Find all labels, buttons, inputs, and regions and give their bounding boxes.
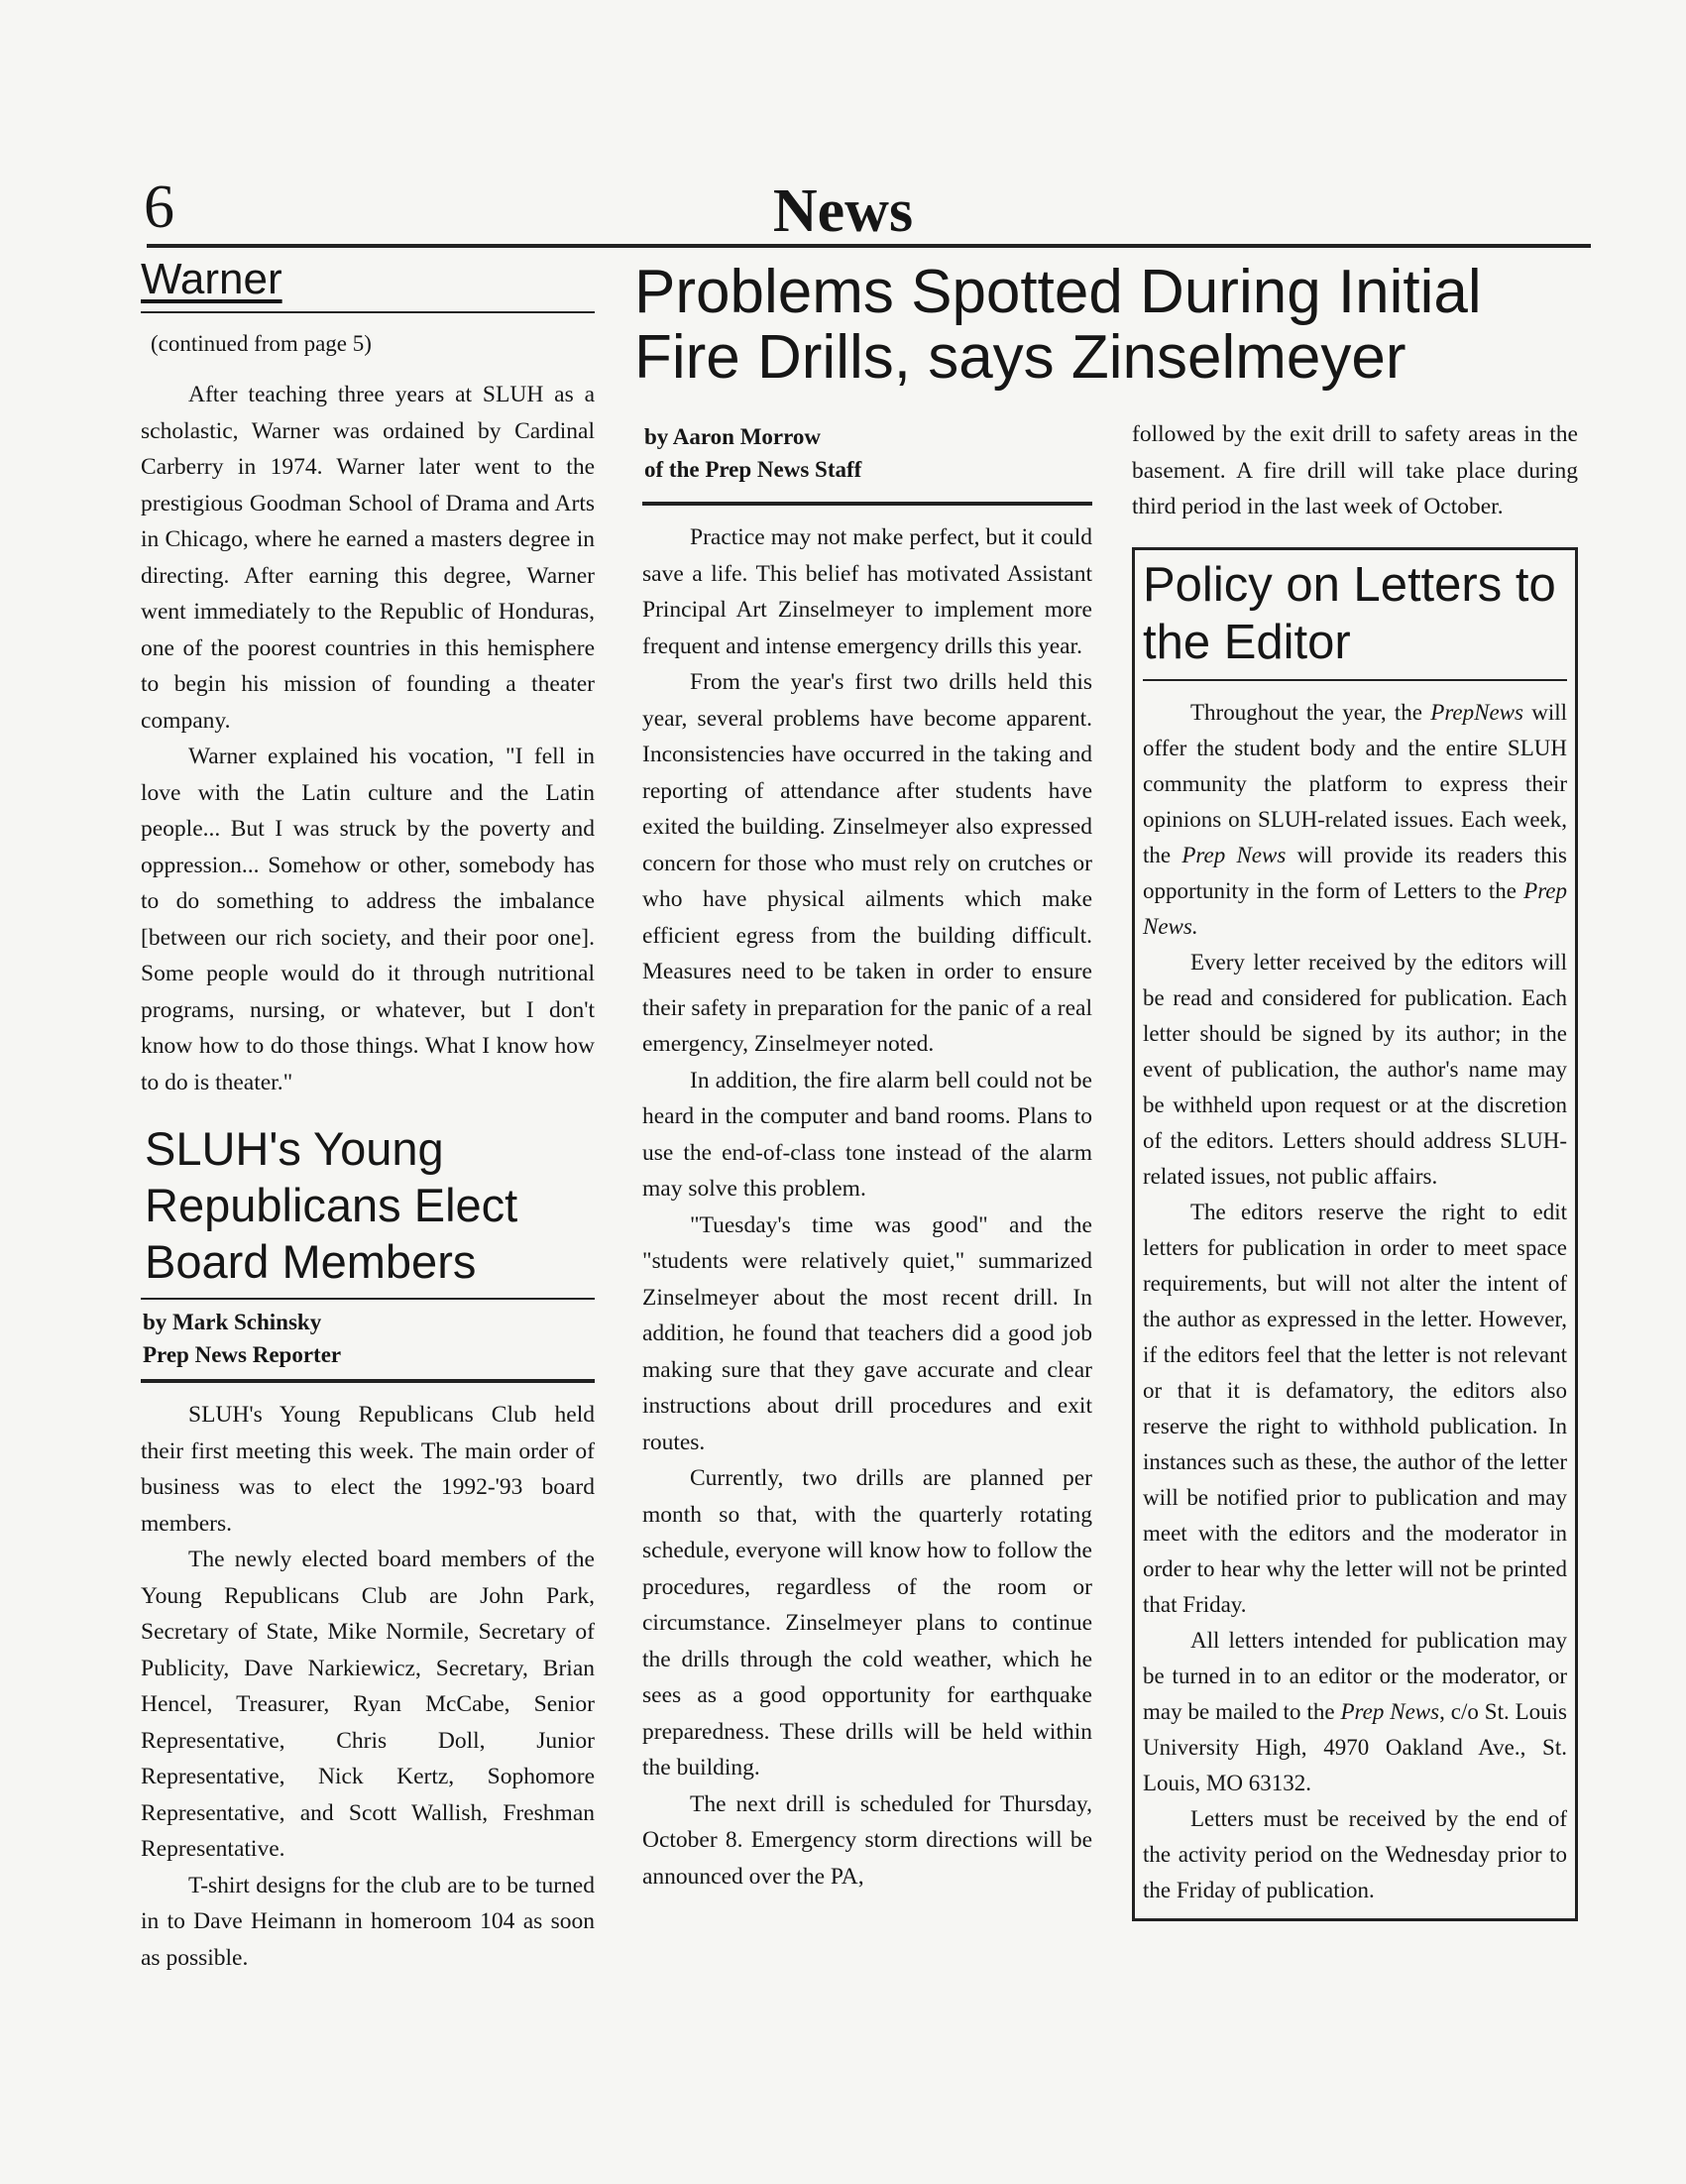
text: will offer the student body and the entire SLUH community the platform to express their opinions on SLUH-related issues. Each week, the [1143,699,1568,867]
fire-drills-paragraph: From the year's first two drills held this year, several problems have become apparent. Inconsistencies have occurred in the taking and reporting of attendance after students have exited the building. Zinselmeyer also expressed concern for those who must rely on crutches or who have physical ailments which make efficient egress from the building difficult. Measures need to be taken in order to ensure their safety in preparation for the panic of a real emergency, Zinselmeyer noted. [642,669,1092,1057]
republicans-paragraph: The newly elected board members of the Young Republicans Club are John Park, Secretary of State, Mike Normile, Secretary of Publicity, Dave Narkiewicz, Secretary, Brian Hencel, Treasurer, Ryan McCabe, Senior Representative, Chris Doll, Junior Representative, Nick Kertz, Sophomore Representative, and Scott Wallish, Freshman Representative. [141,1547,595,1862]
policy-title: Policy on Letters to the Editor [1143,556,1567,681]
policy-paragraph: Every letter received by the editors will be read and considered for publication. Each letter should be signed by its author; in the event of publication, the author's name may be withheld upon request or at the discretion of the editors. Letters should address SLUH-related issues, not public affairs. [1143,949,1567,1189]
republicans-byline [143,1306,595,1371]
fire-drills-paragraph: Currently, two drills are planned per month so that, with the quarterly rotating schedule, everyone will know how to follow the procedures, regardless of the room or circumstance. Zinselmeyer plans to continue the drills through the cold weather, which he sees as a good opportunity for earthquake preparedness. These drills will be held within the building. [642,1465,1092,1781]
policy-paragraph: Letters must be received by the end of the activity period on the Wednesday prior to the Friday of publication. [1143,1805,1567,1902]
policy-box [1132,547,1578,1921]
divider [141,1298,595,1300]
publication-name: Prep News [1340,1698,1440,1724]
fire-drills-continuation: followed by the exit drill to safety areas in the basement. A fire drill will take place during third period in the last week of October. [1132,421,1578,519]
middle-column [642,420,1092,1895]
left-column [141,256,595,1976]
republicans-headline: SLUH's Young Republicans Elect Board Members [145,1122,518,1288]
text: All letters intended for publication may be turned in to an editor or the moderator, or may be mailed to the [1143,1627,1567,1724]
republicans-paragraph: T-shirt designs for the club are to be turned in to Dave Heimann in homeroom 104 as soon as possible. [141,1872,595,1971]
text: , c/o St. Louis University High, 4970 Oakland Ave., St. Louis, MO 63132. [1143,1698,1568,1795]
warner-paragraph: After teaching three years at SLUH as a scholastic, Warner was ordained by Cardinal Carberry in 1974. Warner later went to the prestigious Goodman School of Drama and Arts in Chicago, where he earned a masters degree in directing. After earning this degree, Warner went immediately to the Republic of Honduras, one of the poorest countries in this hemisphere to begin his mission of founding a theater company. [141,382,595,734]
page-number: 6 [144,173,174,241]
warner-continuation-tag: Warner [141,255,282,303]
continued-note: (continued from page 5) [151,331,372,356]
fire-drills-byline [644,420,1092,486]
publication-name: Prep News [1181,842,1287,867]
policy-paragraph [1143,695,1567,945]
fire-drills-paragraph: The next drill is scheduled for Thursday, October 8. Emergency storm directions will be announced over the PA, [642,1790,1092,1890]
republicans-paragraph: SLUH's Young Republicans Club held their first meeting this week. The main order of business was to elect the 1992-'93 board members. [141,1402,595,1537]
text: Throughout the year, the [1190,699,1431,725]
byline-name: by Aaron Morrow [644,424,822,449]
divider [141,311,595,313]
fire-drills-headline: Problems Spotted During Initial Fire Drills, says Zinselmeyer [634,258,1482,392]
policy-paragraph [1143,1623,1567,1801]
policy-paragraph: The editors reserve the right to edit letters for publication in order to meet space requirements, but will not alter the intent of the author as expressed in the letter. However, if the editors feel that the letter is not relevant or that it is defamatory, the editors also reserve the right to withhold publication. In instances such as these, the author of the letter will be notified prior to publication and may meet with the editors and the moderator in order to hear why the letter will not be printed that Friday. [1143,1199,1567,1617]
divider [642,502,1092,506]
text: will provide its readers this opportunity in the form of Letters to the [1143,842,1567,903]
byline-name: by Mark Schinsky [143,1310,322,1334]
section-title: News [772,177,914,245]
warner-paragraph: Warner explained his vocation, "I fell in love with the Latin culture and the Latin people... But I was struck by the poverty and oppression... Somehow or other, somebody has to do something to address the imbalance [between our rich society, and their poor one]. Some people would do it through nutritional programs, nursing, or whatever, but I don't know how to do those things. What I know how to do is theater." [141,744,595,1095]
right-column [1132,416,1578,1921]
fire-drills-paragraph: Practice may not make perfect, but it could save a life. This belief has motivated Assistant Principal Art Zinselmeyer to implement more frequent and intense emergency drills this year. [642,524,1092,659]
fire-drills-paragraph: "Tuesday's time was good" and the "students were relatively quiet," summarized Zinselmeyer about the most recent drill. In addition, he found that teachers did a good job making sure that they gave accurate and clear instructions about drill procedures and exit routes. [642,1211,1092,1455]
divider [141,1379,595,1383]
byline-title: Prep News Reporter [143,1342,342,1367]
fire-drills-paragraph: In addition, the fire alarm bell could not be heard in the computer and band rooms. Plans to use the end-of-class tone instead of the alarm may solve this problem. [642,1067,1092,1202]
publication-name: Prep News. [1143,877,1567,939]
masthead-rule [147,244,1591,248]
publication-name: PrepNews [1430,699,1523,725]
byline-title: of the Prep News Staff [644,457,862,482]
